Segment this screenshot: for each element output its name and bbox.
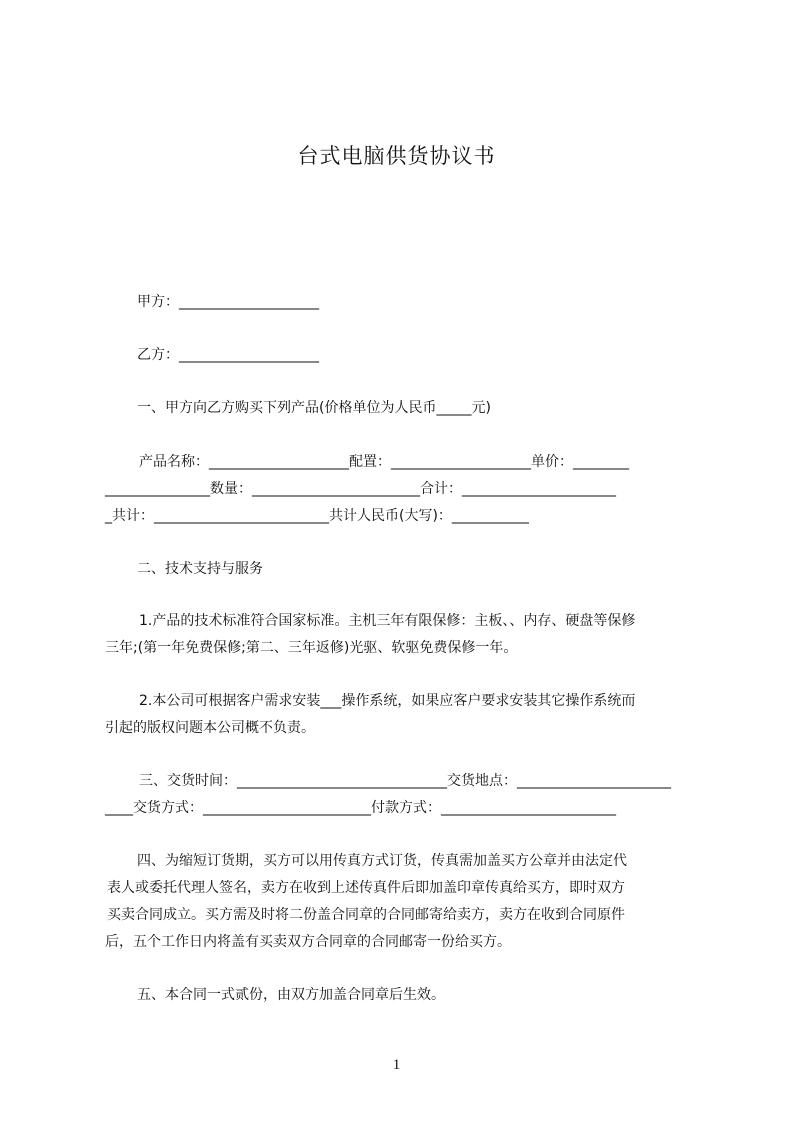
section-4-line-2: 表人或委托代理人签名，卖方在收到上述传真件后即加盖印章传真给买方，即时双方 [107,880,625,896]
document-title: 台式电脑供货协议书 [297,144,496,168]
section-5-line-1: 五、本合同一式贰份，由双方加盖合同章后生效。 [137,987,445,1003]
section-4-line-4: 后，五个工作日内将盖有买卖双方合同章的合同邮寄一份给买方。 [105,934,511,950]
product-line-3: _共计：_________________________共计人民币(大写)：___________ [105,508,529,524]
page-number: 1 [392,1057,401,1073]
service-item-2-line-2: 引起的版权问题本公司概不负责。 [105,720,315,736]
delivery-line-2: ____交货方式：________________________付款方式：_________________________ [105,800,616,816]
service-item-2-line-1: 2.本公司可根据客户需求安装___操作系统，如果应客户要求安装其它操作系统而 [139,693,636,709]
service-item-1-line-2: 三年;(第一年免费保修;第二、三年返修)光驱、软驱免费保修一年。 [105,640,518,656]
section-4-line-3: 买卖合同成立。买方需及时将二份盖合同章的合同邮寄给卖方，卖方在收到合同原件 [107,907,625,923]
section-1-heading: 一、甲方向乙方购买下列产品(价格单位为人民币_____元) [137,400,491,416]
party-b-line: 乙方：____________________ [137,347,319,363]
product-line-2: _______________数量：________________________合计：______________________ [105,481,616,497]
service-item-1-line-1: 1.产品的技术标准符合国家标准。主机三年有限保修：主板、、内存、硬盘等保修 [139,613,636,629]
section-4-line-1: 四、为缩短订货期，买方可以用传真方式订货，传真需加盖买方公章并由法定代 [137,853,627,869]
party-a-line: 甲方：____________________ [137,294,319,310]
section-2-heading: 二、技术支持与服务 [137,561,263,577]
product-line-1: 产品名称：____________________配置：____________________单价：________ [139,454,629,470]
delivery-line-1: 三、交货时间：______________________________交货地点：______________________ [139,773,671,789]
